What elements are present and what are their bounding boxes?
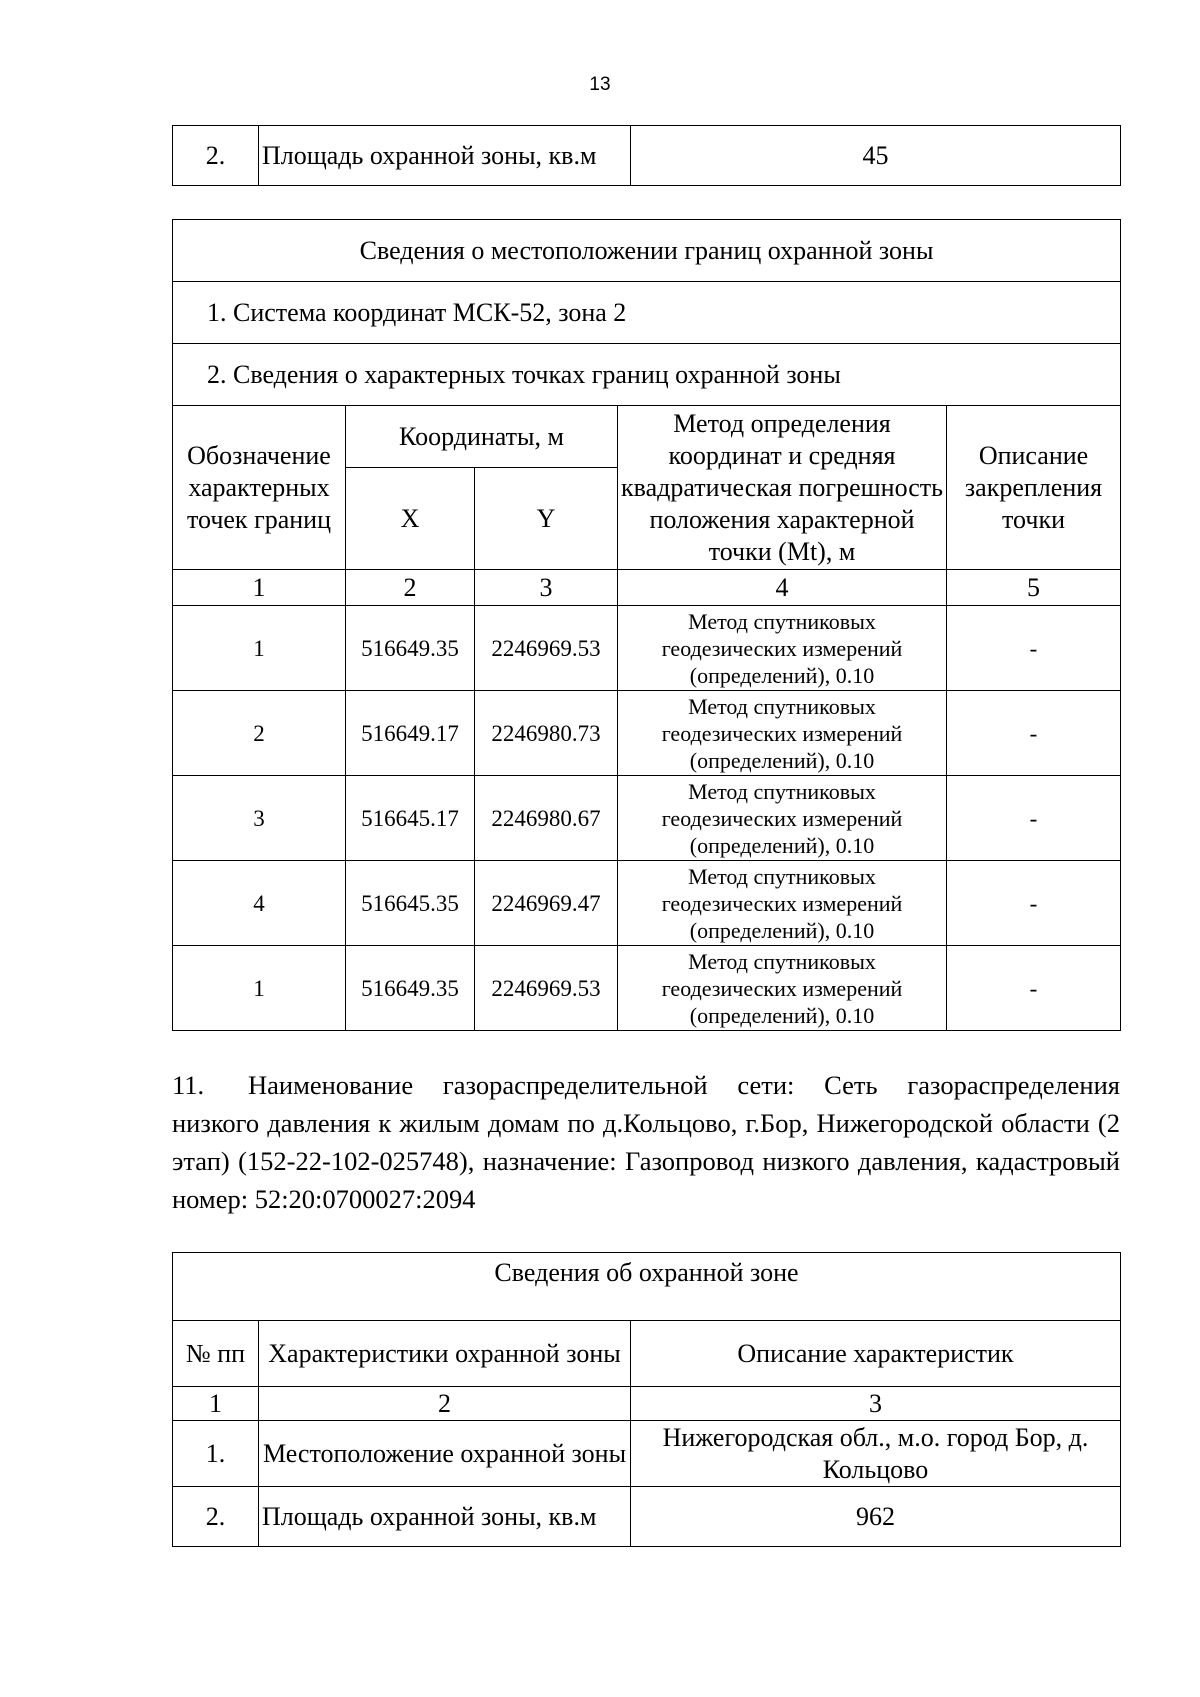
point-x: 516649.17 xyxy=(346,691,475,776)
col-number: 3 xyxy=(631,1387,1121,1421)
row-value: 962 xyxy=(631,1487,1121,1547)
row-value: 45 xyxy=(631,126,1121,186)
row-value: Нижегородская обл., м.о. город Бор, д. Кольцово xyxy=(631,1421,1121,1487)
col-number: 4 xyxy=(618,570,947,606)
header-designation: Обозначение характерных точек границ xyxy=(173,406,346,570)
zone-area-table-top xyxy=(172,125,1121,186)
point-id: 1 xyxy=(173,606,346,691)
header-coordinates: Координаты, м xyxy=(346,406,618,468)
network-description-paragraph xyxy=(172,1066,1120,1218)
page-number: 13 xyxy=(589,74,611,95)
paragraph-text: Наименование газораспределительной сети: Сеть газораспределения низкого давления к жилым домам по д.Кольцово, г.Бор, Нижегородской области (2 этап) (152-22-102-025748), назначение: Газопровод низкого давления, кадастровый номер: 52:20:0700027:2094 xyxy=(172,1070,1120,1214)
header-description: Описание характеристик xyxy=(631,1321,1121,1387)
point-id: 3 xyxy=(173,776,346,861)
point-y: 2246980.73 xyxy=(475,691,618,776)
point-id: 4 xyxy=(173,861,346,946)
table-row xyxy=(173,776,1121,861)
header-method: Метод определения координат и средняя квадратическая погрешность положения характерной точки (Mt), м xyxy=(618,406,947,570)
row-label: Площадь охранной зоны, кв.м xyxy=(259,126,631,186)
coordinate-system: 1. Система координат МСК-52, зона 2 xyxy=(173,282,1121,344)
col-number: 1 xyxy=(173,570,346,606)
points-heading: 2. Сведения о характерных точках границ охранной зоны xyxy=(173,344,1121,406)
header-num: № пп xyxy=(173,1321,259,1387)
point-method: Метод спутниковых геодезических измерений (определений), 0.10 xyxy=(618,691,947,776)
point-description: - xyxy=(947,776,1121,861)
header-characteristics: Характеристики охранной зоны xyxy=(259,1321,631,1387)
header-x: X xyxy=(346,468,475,570)
point-method: Метод спутниковых геодезических измерений (определений), 0.10 xyxy=(618,776,947,861)
table-row xyxy=(173,1421,1121,1487)
table-title: Сведения о местоположении границ охранной зоны xyxy=(173,220,1121,282)
col-number: 3 xyxy=(475,570,618,606)
point-method: Метод спутниковых геодезических измерений (определений), 0.10 xyxy=(618,861,947,946)
point-y: 2246969.47 xyxy=(475,861,618,946)
point-x: 516645.17 xyxy=(346,776,475,861)
point-x: 516645.35 xyxy=(346,861,475,946)
table-row xyxy=(173,1487,1121,1547)
row-number: 2. xyxy=(173,1487,259,1547)
paragraph-number: 11. xyxy=(172,1070,205,1100)
row-number: 2. xyxy=(173,126,259,186)
col-number: 2 xyxy=(259,1387,631,1421)
table-row xyxy=(173,946,1121,1031)
point-method: Метод спутниковых геодезических измерений (определений), 0.10 xyxy=(618,946,947,1031)
column-numbers-row xyxy=(173,570,1121,606)
point-y: 2246980.67 xyxy=(475,776,618,861)
point-description: - xyxy=(947,691,1121,776)
col-number: 1 xyxy=(173,1387,259,1421)
table-row xyxy=(173,861,1121,946)
point-method: Метод спутниковых геодезических измерений (определений), 0.10 xyxy=(618,606,947,691)
point-id: 2 xyxy=(173,691,346,776)
row-number: 1. xyxy=(173,1421,259,1487)
point-y: 2246969.53 xyxy=(475,606,618,691)
table-row xyxy=(173,126,1121,186)
row-label: Площадь охранной зоны, кв.м xyxy=(259,1487,631,1547)
col-number: 2 xyxy=(346,570,475,606)
point-description: - xyxy=(947,861,1121,946)
point-x: 516649.35 xyxy=(346,606,475,691)
column-numbers-row xyxy=(173,1387,1121,1421)
point-description: - xyxy=(947,946,1121,1031)
table-row xyxy=(173,606,1121,691)
col-number: 5 xyxy=(947,570,1121,606)
point-description: - xyxy=(947,606,1121,691)
table-title: Сведения об охранной зоне xyxy=(173,1253,1121,1321)
boundary-coordinates-table xyxy=(172,219,1121,1031)
table-row xyxy=(173,691,1121,776)
header-y: Y xyxy=(475,468,618,570)
point-x: 516649.35 xyxy=(346,946,475,1031)
row-label: Местоположение охранной зоны xyxy=(259,1421,631,1487)
point-y: 2246969.53 xyxy=(475,946,618,1031)
point-id: 1 xyxy=(173,946,346,1031)
header-description: Описание закрепления точки xyxy=(947,406,1121,570)
protection-zone-table xyxy=(172,1252,1121,1547)
